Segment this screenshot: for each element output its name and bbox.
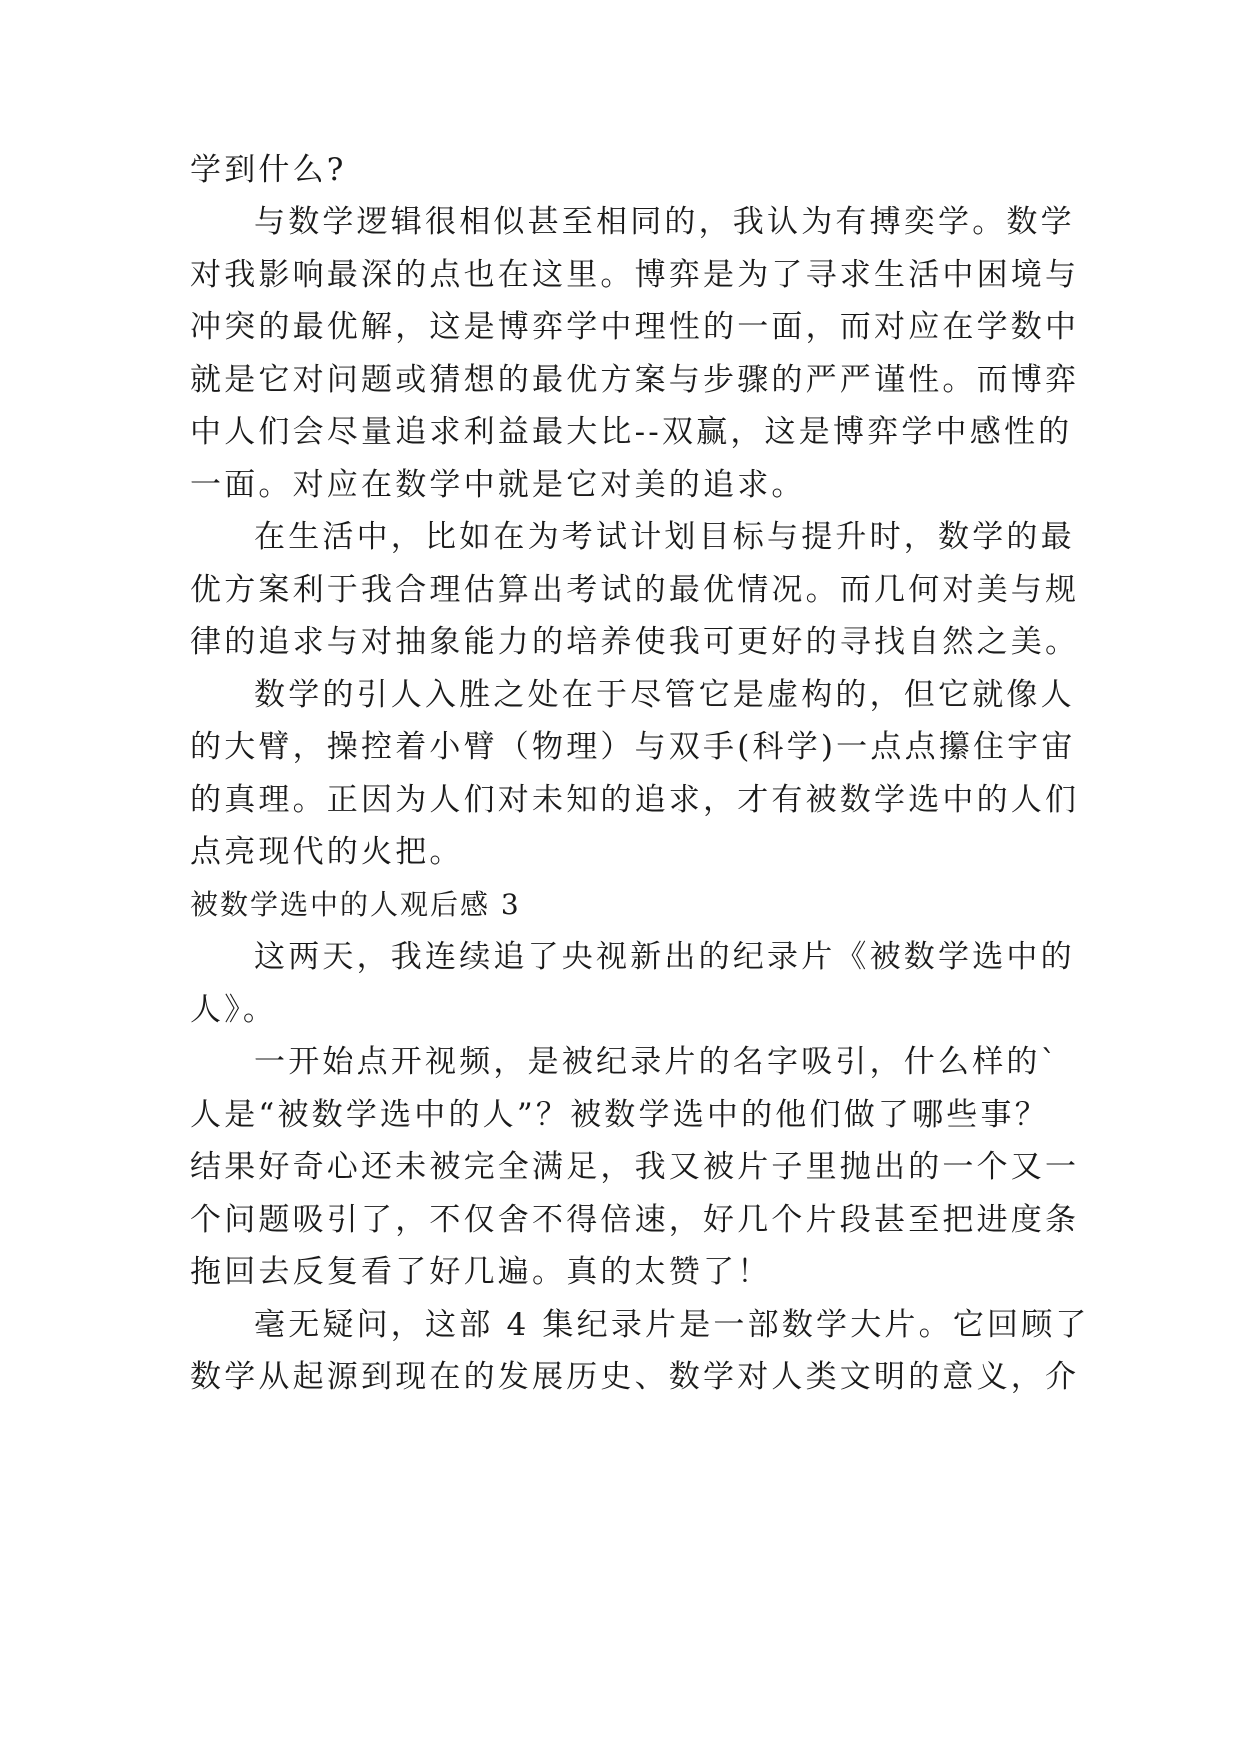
text-line: 优方案利于我合理估算出考试的最优情况。而几何对美与规 <box>190 572 1080 608</box>
paragraph-first-line: 这两天，我连续追了央视新出的纪录片《被数学选中的 <box>254 939 1075 975</box>
paragraph-first-line: 在生活中，比如在为考试计划目标与提升时，数学的最 <box>254 519 1075 555</box>
text-line: 的大臂，操控着小臂（物理）与双手(科学)一点点攥住宇宙 <box>190 729 1076 765</box>
text-line: 的真理。正因为人们对未知的追求，才有被数学选中的人们 <box>190 782 1080 818</box>
text-line: 学到什么? <box>190 152 347 188</box>
text-line: 人是“被数学选中的人”？被数学选中的他们做了哪些事？ <box>190 1097 1049 1133</box>
text-line: 个问题吸引了，不仅舍不得倍速，好几个片段甚至把进度条 <box>190 1202 1080 1238</box>
text-line: 就是它对问题或猜想的最优方案与步骤的严严谨性。而博弈 <box>190 362 1080 398</box>
text-line: 人》。 <box>190 992 278 1028</box>
text-line: 点亮现代的火把。 <box>190 834 464 870</box>
text-line: 一面。对应在数学中就是它对美的追求。 <box>190 467 806 503</box>
text-line: 结果好奇心还未被完全满足，我又被片子里抛出的一个又一 <box>190 1149 1080 1185</box>
text-line: 中人们会尽量追求利益最大比--双赢，这是博弈学中感性的 <box>190 414 1073 450</box>
text-line: 冲突的最优解，这是博弈学中理性的一面，而对应在学数中 <box>190 309 1080 345</box>
text-line: 拖回去反复看了好几遍。真的太赞了！ <box>190 1254 772 1290</box>
text-line: 律的追求与对抽象能力的培养使我可更好的寻找自然之美。 <box>190 624 1080 660</box>
paragraph-first-line: 一开始点开视频，是被纪录片的名字吸引，什么样的` <box>254 1044 1060 1080</box>
section-title: 被数学选中的人观后感 3 <box>190 888 521 921</box>
paragraph-first-line: 数学的引人入胜之处在于尽管它是虚构的，但它就像人 <box>254 677 1075 713</box>
paragraph-first-line: 毫无疑问，这部 4 集纪录片是一部数学大片。它回顾了 <box>254 1307 1090 1343</box>
text-line: 数学从起源到现在的发展历史、数学对人类文明的意义，介 <box>190 1359 1080 1395</box>
paragraph-first-line: 与数学逻辑很相似甚至相同的，我认为有搏奕学。数学 <box>254 204 1075 240</box>
text-line: 对我影响最深的点也在这里。博弈是为了寻求生活中困境与 <box>190 257 1080 293</box>
